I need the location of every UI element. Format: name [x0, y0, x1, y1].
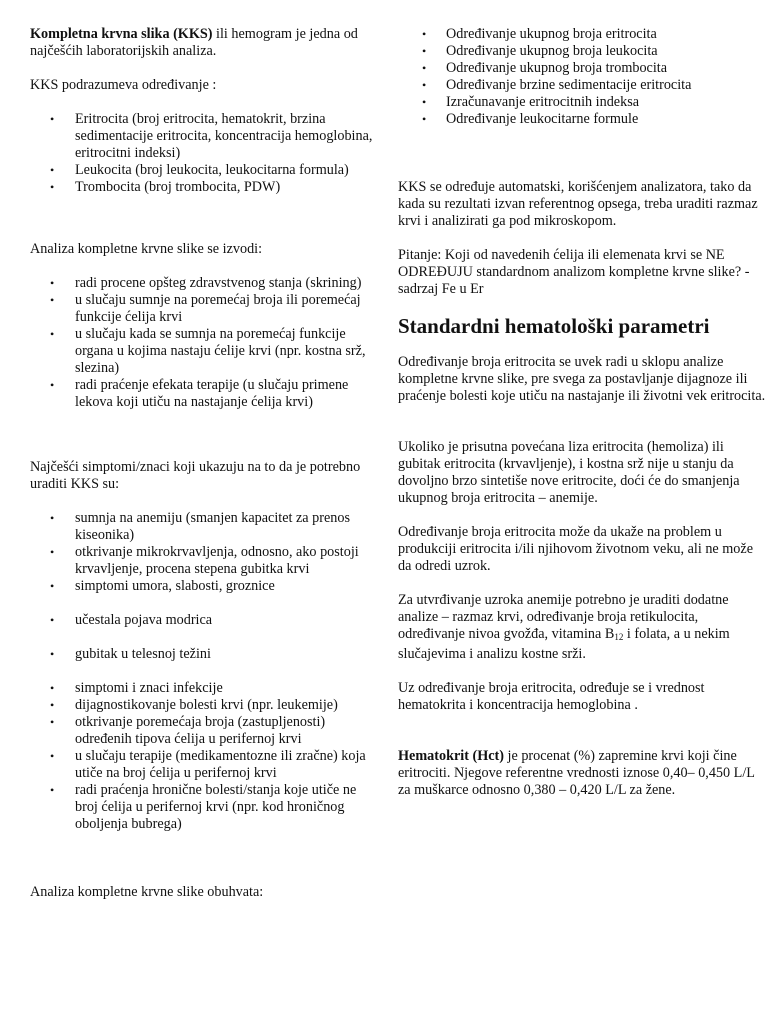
- section-heading: Standardni hematološki parametri: [398, 314, 710, 338]
- symptoms-heading: Najčešći simptomi/znaci koji ukazuju na to da je potrebno uraditi KKS su:: [30, 459, 361, 492]
- kks-components-list: [30, 111, 375, 196]
- kks-definition: KKS podrazumeva određivanje :: [30, 77, 217, 93]
- list-item: • Leukocita (broj leukocita, leukocitarna formula): [30, 162, 375, 179]
- list-item: • simptomi i znaci infekcije: [30, 680, 375, 697]
- list-item: • Određivanje ukupnog broja leukocita: [398, 43, 768, 60]
- izvodi-heading: Analiza kompletne krvne slike se izvodi:: [30, 241, 263, 257]
- list-item: • u slučaju sumnje na poremećaj broja ili poremećaj funkcije ćelija krvi: [30, 292, 375, 326]
- obuhvata-heading: Analiza kompletne krvne slike obuhvata:: [30, 884, 264, 900]
- intro-text: ili hemogram je jedna od najčešćih laboratorijskih analiza.: [30, 26, 358, 59]
- list-item: • Određivanje ukupnog broja trombocita: [398, 60, 768, 77]
- list-item: • radi procene opšteg zdravstvenog stanja (skrining): [30, 275, 375, 292]
- list-item: • Eritrocita (broj eritrocita, hematokrit, brzina sedimentacije eritrocita, koncentracija hemoglobina, eritrocitni indeksi): [30, 111, 375, 162]
- analysis-list: [398, 26, 768, 128]
- list-item: • radi praćenja hronične bolesti/stanja koje utiče ne broj ćelija u perifernoj krvi (npr. kod hroničnog oboljenja bubrega): [30, 782, 375, 833]
- question-paragraph: Pitanje: Koji od navedenih ćelija ili elemenata krvi se NE ODREĐUJU standardnom analizom kompletne krvne slike? - sadrzaj Fe u Er: [398, 247, 750, 297]
- list-item: • otkrivanje mikrokrvavljenja, odnosno, ako postoji krvavljenje, procena stepena gubitka krvi: [30, 544, 375, 578]
- automatic-paragraph: KKS se određuje automatski, korišćenjem analizatora, tako da kada su rezultati izvan referentnog opsega, treba uraditi razmaz krvi i analizirati ga pod mikroskopom.: [398, 179, 758, 229]
- intro-bold-term: Kompletna krvna slika (KKS): [30, 26, 213, 42]
- left-column: [30, 26, 375, 901]
- paragraph-4-text: Za utvrđivanje uzroka anemije potrebno je uraditi dodatne analize – razmaz krvi, određivanje broja retikulocita, određivanje nivoa gvožđa, vitamina B: [398, 592, 729, 642]
- list-item: • Trombocita (broj trombocita, PDW): [30, 179, 375, 196]
- paragraph-4-text-end: i folata, a u nekim slučajevima i analizu kostne srži.: [398, 626, 730, 662]
- list-item: • Određivanje leukocitarne formule: [398, 111, 768, 128]
- list-item: • simptomi umora, slabosti, groznice: [30, 578, 375, 595]
- paragraph-5: Uz određivanje broja eritrocita, određuje se i vrednost hematokrita i koncentracija hemoglobina .: [398, 680, 705, 713]
- list-item: • otkrivanje poremećaja broja (zastupljenosti) određenih tipova ćelija u perifernoj krvi: [30, 714, 375, 748]
- list-item: • dijagnostikovanje bolesti krvi (npr. leukemije): [30, 697, 375, 714]
- paragraph-4: [398, 592, 768, 663]
- hematokrit-paragraph: [398, 748, 768, 799]
- list-item: • učestala pojava modrica: [30, 612, 375, 629]
- intro-paragraph: [30, 26, 375, 60]
- vitamin-subscript: 12: [614, 632, 624, 642]
- right-column: [398, 26, 768, 799]
- paragraph-1: Određivanje broja eritrocita se uvek radi u sklopu analize kompletne krvne slike, pre svega za postavljanje dijagnoze ili praćenje bolesti koje utiču na nastajanje ili životni vek eritrocita.: [398, 354, 766, 404]
- symptoms-list: [30, 510, 375, 833]
- indications-list: [30, 275, 375, 411]
- list-item: • radi praćenje efekata terapije (u slučaju primene lekova koji utiču na nastajanje ćelija krvi): [30, 377, 375, 411]
- paragraph-2: Ukoliko je prisutna povećana liza eritrocita (hemoliza) ili gubitak eritrocita (krvavljenje), i kostna srž nije u stanju da dovoljno brzo sintetiše nove eritrocite, doći će do smanjenja ukupnog broja eritrocita – anemije.: [398, 439, 740, 506]
- list-item: • sumnja na anemiju (smanjen kapacitet za prenos kiseonika): [30, 510, 375, 544]
- list-item: • gubitak u telesnoj težini: [30, 646, 375, 663]
- paragraph-3: Određivanje broja eritrocita može da ukaže na problem u produkciji eritrocita i/ili njihovom životnom veku, ali ne može da odredi uzrok.: [398, 524, 753, 574]
- list-item: • u slučaju terapije (medikamentozne ili zračne) koja utiče na broj ćelija u perifernoj krvi: [30, 748, 375, 782]
- list-item: • Određivanje brzine sedimentacije eritrocita: [398, 77, 768, 94]
- hematokrit-text: je procenat (%) zapremine krvi koji čine eritrociti. Njegove referentne vrednosti iznose 0,40– 0,450 L/L za muškarce odnosno 0,380 – 0,420 L/L za žene.: [398, 748, 755, 798]
- list-item: • Izračunavanje eritrocitnih indeksa: [398, 94, 768, 111]
- list-item: • u slučaju kada se sumnja na poremećaj funkcije organa u kojima nastaju ćelije krvi (npr. kostna srž, slezina): [30, 326, 375, 377]
- list-item: • Određivanje ukupnog broja eritrocita: [398, 26, 768, 43]
- hematokrit-term: Hematokrit (Hct): [398, 748, 504, 764]
